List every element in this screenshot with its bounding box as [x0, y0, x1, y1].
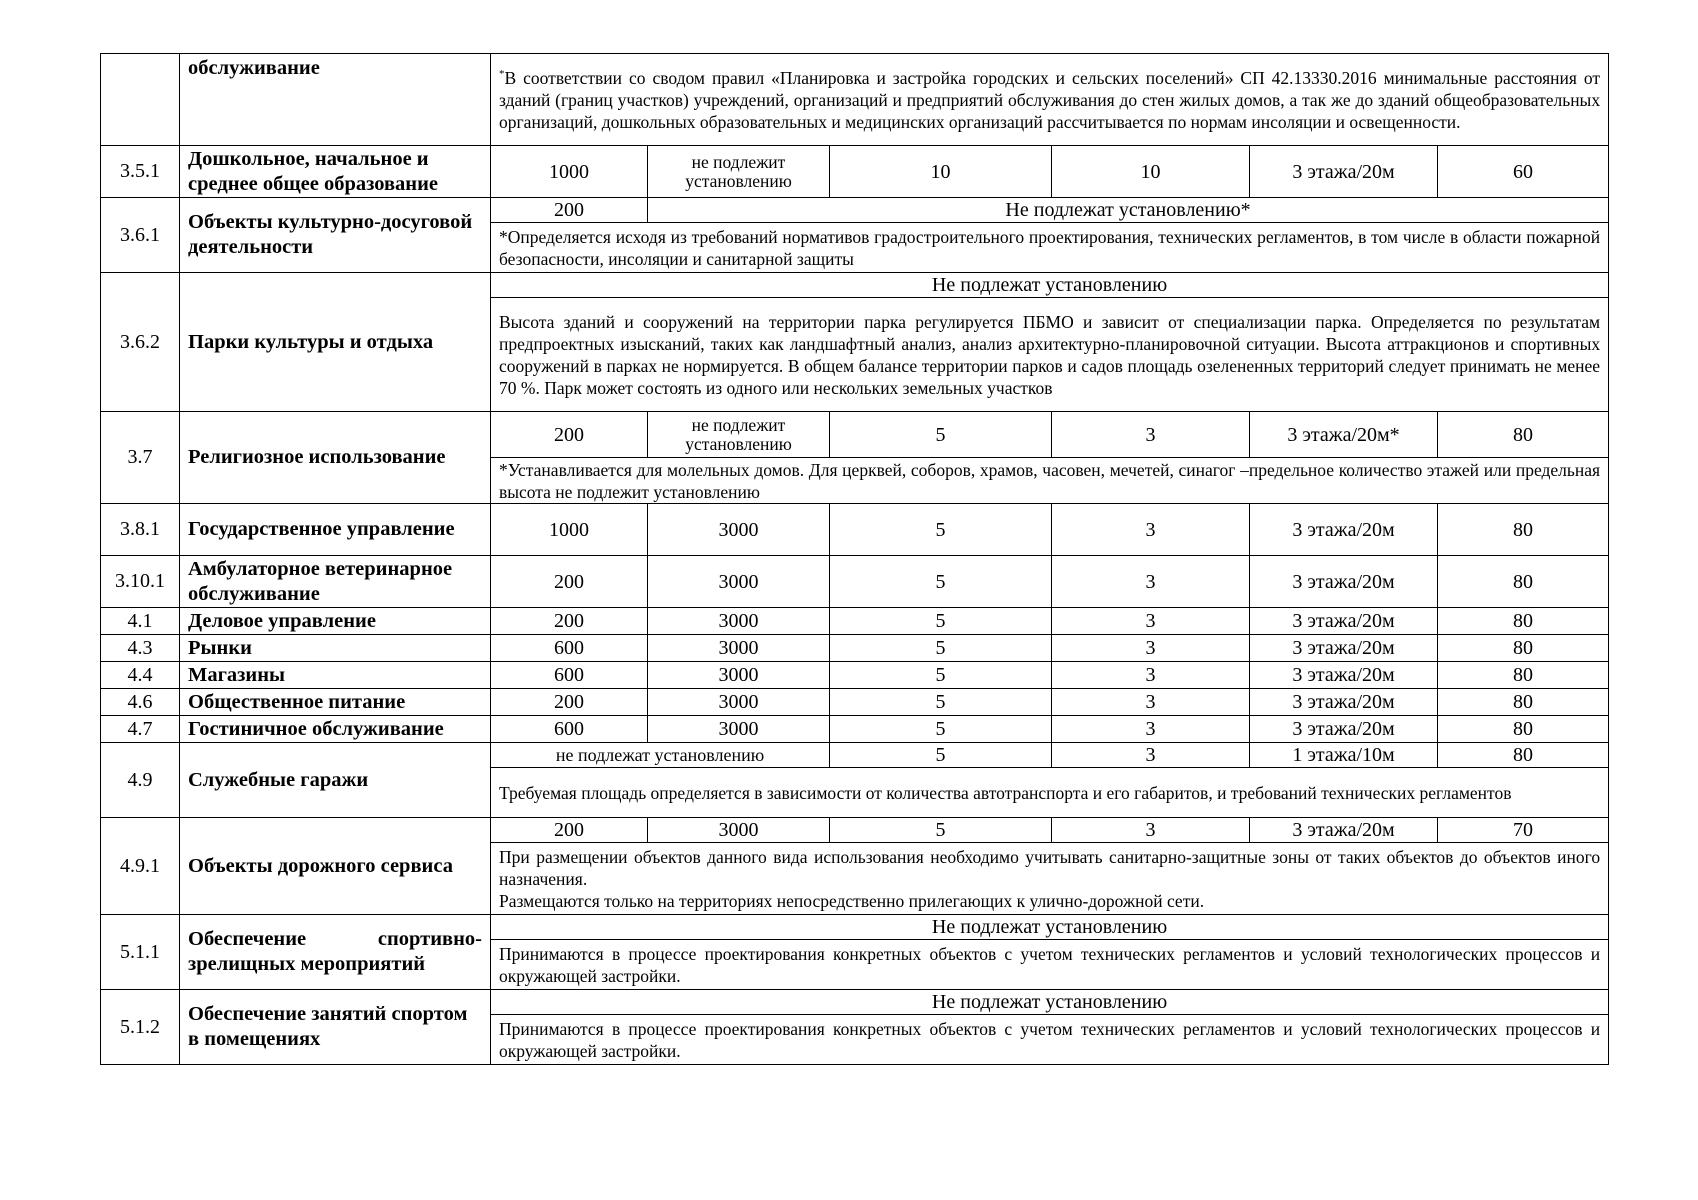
table-row	[101, 990, 1609, 1015]
value-cell: 5	[830, 716, 1052, 743]
table-row	[101, 743, 1609, 768]
value-cell: 5	[830, 662, 1052, 689]
value-cell: 80	[1438, 556, 1609, 608]
value-cell: 5	[830, 743, 1052, 768]
row-code: 4.9.1	[101, 818, 180, 915]
value-cell: 200	[491, 608, 648, 635]
value-cell: 80	[1438, 635, 1609, 662]
row-code: 3.5.1	[101, 146, 180, 198]
value-cell: 3	[1052, 556, 1250, 608]
table-row	[101, 818, 1609, 843]
value-cell: 10	[1052, 146, 1250, 198]
value-cell: 200	[491, 689, 648, 716]
value-cell: 3 этажа/20м*	[1250, 412, 1438, 458]
value-cell: 3000	[648, 818, 830, 843]
row-name: Рынки	[180, 635, 491, 662]
value-cell: 3 этажа/20м	[1250, 716, 1438, 743]
value-cell: 80	[1438, 608, 1609, 635]
value-cell: 80	[1438, 504, 1609, 556]
value-cell: 3	[1052, 635, 1250, 662]
value-cell: 3000	[648, 504, 830, 556]
row-code: 3.10.1	[101, 556, 180, 608]
value-cell: 3	[1052, 412, 1250, 458]
table-row	[101, 635, 1609, 662]
table-row	[101, 689, 1609, 716]
table-row	[101, 716, 1609, 743]
not-established-cell: не подлежат установлению	[491, 743, 830, 768]
value-cell: 3	[1052, 608, 1250, 635]
row-code: 3.6.1	[101, 198, 180, 273]
row-note: В соответствии со сводом правил «Планировка и застройка городских и сельских поселений» СП 42.13330.2016 минимальные расстояния от зданий (границ участков) учреждений, организаций и предприятий обслуживания до стен жилых домов, а так же до зданий общеобразовательных организаций, дошкольных образовательных и медицинских организаций рассчитывается по нормам инсоляции и освещенности.	[499, 67, 1601, 132]
row-name: Дошкольное, начальное и среднее общее образование	[180, 146, 491, 198]
table-row	[101, 412, 1609, 458]
row-code: 3.8.1	[101, 504, 180, 556]
value-cell: 3	[1052, 504, 1250, 556]
row-note: *Определяется исходя из требований нормативов градостроительного проектирования, технических регламентов, в том числе в области пожарной безопасности, инсоляции и санитарной защиты	[491, 223, 1609, 273]
row-note-line: Размещаются только на территориях непосредственно прилегающих к улично-дорожной сети.	[499, 890, 1205, 911]
table-row	[101, 273, 1609, 298]
row-name: Парки культуры и отдыха	[180, 273, 491, 412]
value-cell: 60	[1438, 146, 1609, 198]
row-note: Принимаются в процессе проектирования конкретных объектов с учетом технических регламентов и условий технологических процессов и окружающей застройки.	[491, 1015, 1609, 1065]
not-established-cell: Не подлежат установлению	[491, 273, 1609, 298]
value-cell: 3000	[648, 608, 830, 635]
value-cell: 3 этажа/20м	[1250, 635, 1438, 662]
row-note: Требуемая площадь определяется в зависимости от количества автотранспорта и его габаритов, и требований технических регламентов	[491, 768, 1609, 818]
not-established-cell: Не подлежат установлению	[491, 915, 1609, 940]
value-cell: 600	[491, 635, 648, 662]
row-note: Принимаются в процессе проектирования конкретных объектов с учетом технических регламентов и условий технологических процессов и окружающей застройки.	[491, 940, 1609, 990]
row-code: 4.1	[101, 608, 180, 635]
row-code: 4.9	[101, 743, 180, 818]
row-code: 3.7	[101, 412, 180, 504]
value-cell: 3 этажа/20м	[1250, 146, 1438, 198]
value-cell: не подлежит установлению	[648, 146, 830, 198]
table-row	[101, 146, 1609, 198]
value-cell: 200	[491, 556, 648, 608]
value-cell: 5	[830, 556, 1052, 608]
document-sheet	[100, 53, 1608, 1065]
row-note: Высота зданий и сооружений на территории парка регулируется ПБМО и зависит от специализации парка. Определяется по результатам предпроектных изысканий, таких как ландшафтный анализ, анализ архитектурно-планировочной ситуации. Высота аттракционов и спортивных сооружений в парках не нормируется. В общем балансе территории парков и садов площадь озелененных территорий следует принимать не менее 70 %. Парк может состоять из одного или нескольких земельных участков	[491, 298, 1609, 412]
table-row	[101, 608, 1609, 635]
value-cell: 5	[830, 689, 1052, 716]
value-cell: 3000	[648, 689, 830, 716]
value-cell: 3	[1052, 743, 1250, 768]
row-name: Обеспечение занятий спортом в помещениях	[180, 990, 491, 1065]
value-cell: 5	[830, 635, 1052, 662]
value-cell: 3 этажа/20м	[1250, 818, 1438, 843]
row-note-line: При размещении объектов данного вида использования необходимо учитывать санитарно-защитные зоны от таких объектов до объектов иного назначения.	[499, 846, 1601, 889]
row-name-cell	[180, 54, 491, 146]
row-note: *Устанавливается для молельных домов. Для церквей, соборов, храмов, часовен, мечетей, синагог –предельное количество этажей или предельная высота не подлежит установлению	[491, 458, 1609, 504]
regulations-table	[100, 53, 1609, 1065]
value-cell: 80	[1438, 743, 1609, 768]
value-cell: 3 этажа/20м	[1250, 608, 1438, 635]
row-name: Деловое управление	[180, 608, 491, 635]
table-row	[101, 198, 1609, 223]
row-note-cell	[491, 843, 1609, 915]
row-name: Обеспечение спортивно-зрелищных мероприятий	[180, 915, 491, 990]
value-cell: 3	[1052, 818, 1250, 843]
row-name: Гостиничное обслуживание	[180, 716, 491, 743]
row-code: 5.1.2	[101, 990, 180, 1065]
row-name: Государственное управление	[180, 504, 491, 556]
row-code: 5.1.1	[101, 915, 180, 990]
value-cell: 3 этажа/20м	[1250, 504, 1438, 556]
table-row	[101, 504, 1609, 556]
row-name: Амбулаторное ветеринарное обслуживание	[180, 556, 491, 608]
value-cell: 1000	[491, 146, 648, 198]
value-cell: 200	[491, 412, 648, 458]
value-cell: 80	[1438, 412, 1609, 458]
value-cell: 3	[1052, 716, 1250, 743]
row-name: Объекты дорожного сервиса	[180, 818, 491, 915]
footnote-mark: *	[499, 67, 505, 80]
row-name: Общественное питание	[180, 689, 491, 716]
value-cell: 3000	[648, 716, 830, 743]
row-name: обслуживание	[188, 57, 320, 79]
not-established-cell: Не подлежат установлению	[491, 990, 1609, 1015]
value-cell: 600	[491, 662, 648, 689]
value-cell: 3 этажа/20м	[1250, 556, 1438, 608]
value-cell: 200	[491, 198, 648, 223]
value-cell: 3 этажа/20м	[1250, 662, 1438, 689]
value-cell: 5	[830, 504, 1052, 556]
table-row	[101, 662, 1609, 689]
value-cell: не подлежит установлению	[648, 412, 830, 458]
value-cell: 1 этажа/10м	[1250, 743, 1438, 768]
value-cell: 80	[1438, 662, 1609, 689]
value-cell: 80	[1438, 689, 1609, 716]
table-row	[101, 915, 1609, 940]
row-code-cell	[101, 54, 180, 146]
value-cell: 1000	[491, 504, 648, 556]
value-cell: 3 этажа/20м	[1250, 689, 1438, 716]
value-cell: 10	[830, 146, 1052, 198]
value-cell: 5	[830, 818, 1052, 843]
row-code: 4.3	[101, 635, 180, 662]
value-cell: 70	[1438, 818, 1609, 843]
value-cell: 3000	[648, 662, 830, 689]
row-note-cell	[491, 54, 1609, 146]
table-row	[101, 54, 1609, 146]
row-code: 3.6.2	[101, 273, 180, 412]
value-cell: 600	[491, 716, 648, 743]
row-name: Служебные гаражи	[180, 743, 491, 818]
value-cell: 200	[491, 818, 648, 843]
row-code: 4.7	[101, 716, 180, 743]
row-code: 4.4	[101, 662, 180, 689]
value-cell: 3000	[648, 635, 830, 662]
table-row	[101, 556, 1609, 608]
value-cell: 3	[1052, 662, 1250, 689]
value-cell: 80	[1438, 716, 1609, 743]
not-established-cell: Не подлежат установлению*	[648, 198, 1609, 223]
row-code: 4.6	[101, 689, 180, 716]
row-name: Объекты культурно-досуговой деятельности	[180, 198, 491, 273]
value-cell: 3000	[648, 556, 830, 608]
row-name: Религиозное использование	[180, 412, 491, 504]
row-name: Магазины	[180, 662, 491, 689]
value-cell: 3	[1052, 689, 1250, 716]
value-cell: 5	[830, 608, 1052, 635]
value-cell: 5	[830, 412, 1052, 458]
